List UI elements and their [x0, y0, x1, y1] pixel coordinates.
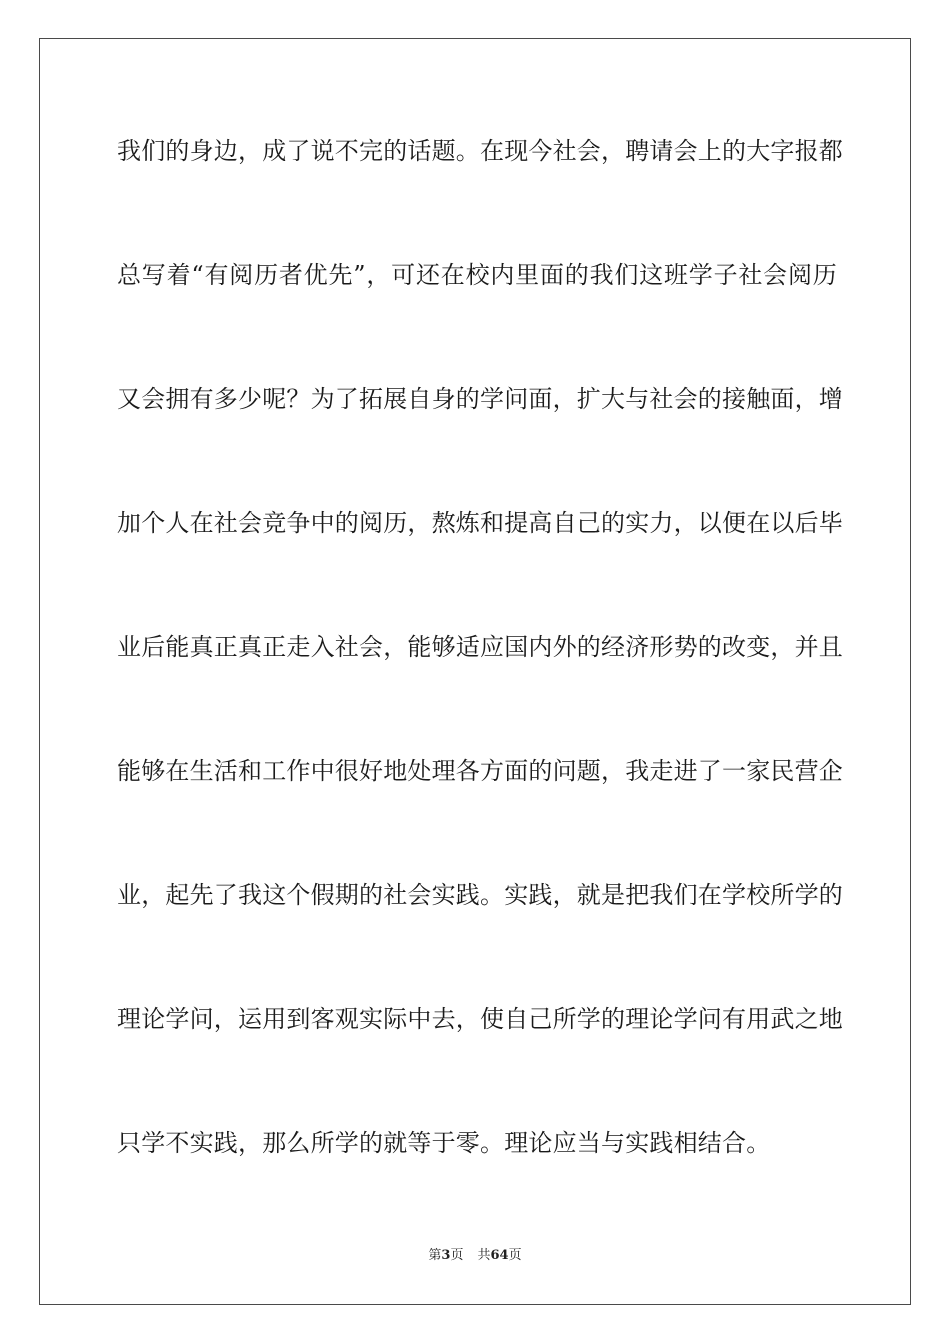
text-line: 业，起先了我这个假期的社会实践。实践，就是把我们在学校所学的: [117, 881, 843, 909]
text-line: 能够在生活和工作中很好地处理各方面的问题，我走进了一家民营企: [117, 757, 843, 785]
text-line: 业后能真正真正走入社会，能够适应国内外的经济形势的改变，并且: [117, 633, 843, 661]
text-line: 又会拥有多少呢？为了拓展自身的学问面，扩大与社会的接触面，增: [117, 385, 843, 413]
page-footer: [0, 1247, 950, 1265]
text-line: 加个人在社会竞争中的阅历，熬炼和提高自己的实力，以便在以后毕: [117, 509, 843, 537]
total-prefix: 共: [477, 1248, 491, 1263]
page-border: [39, 38, 911, 1305]
total-suffix: 页: [508, 1248, 522, 1263]
page-suffix: 页: [450, 1248, 464, 1263]
text-line: 理论学问，运用到客观实际中去，使自己所学的理论学问有用武之地: [117, 1005, 843, 1033]
text-line: 我们的身边，成了说不完的话题。在现今社会，聘请会上的大字报都: [117, 137, 843, 165]
page-prefix: 第: [428, 1248, 442, 1263]
total-pages: 64: [490, 1248, 509, 1263]
page-number: 3: [441, 1248, 451, 1263]
text-line: 只学不实践，那么所学的就等于零。理论应当与实践相结合。: [117, 1129, 771, 1157]
text-line: 总写着“有阅历者优先”，可还在校内里面的我们这班学子社会阅历: [117, 261, 837, 289]
